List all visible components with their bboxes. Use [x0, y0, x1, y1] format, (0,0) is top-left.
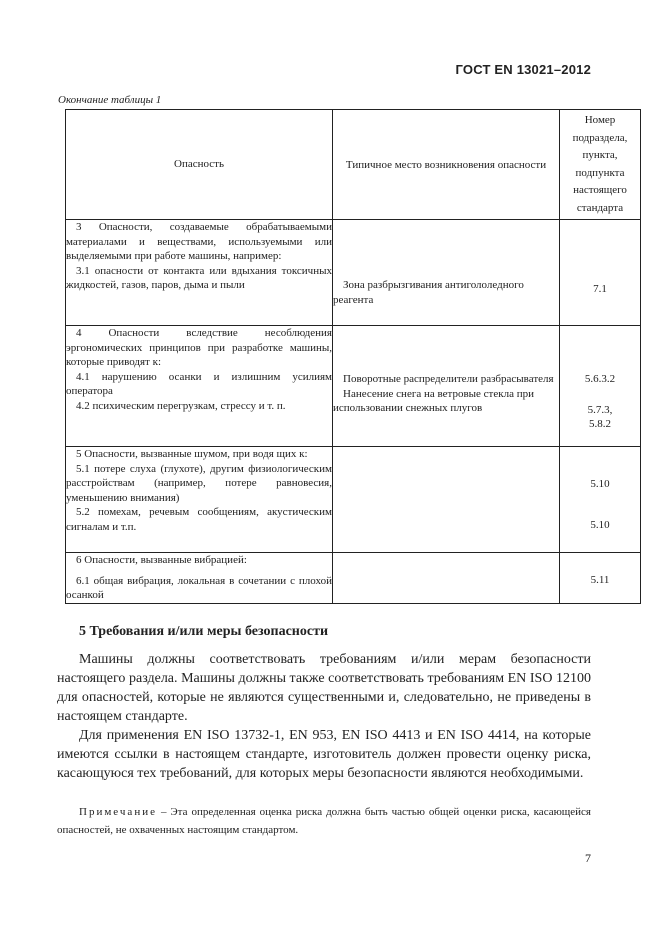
paragraph: Для применения EN ISO 13732-1, EN 953, EN ISO 4413 и EN ISO 4414, на которые имеются ссылки в настоящем стандарте, изготовитель должен провести оценку риска, касающуюся тех требований, для которых меры безопасности являются необходимыми.	[57, 728, 591, 781]
table-row	[66, 326, 641, 447]
column-header-ref	[560, 110, 641, 220]
place-text: Поворотные распределители разбрасывателя	[343, 373, 554, 385]
table-row	[66, 447, 641, 553]
note	[57, 803, 591, 839]
note-label: Примечание	[79, 806, 157, 818]
table-row	[66, 220, 641, 326]
ref-text: 7.1	[593, 283, 607, 295]
hazard-text: 4 Опасности вследствие несоблюдения эргономических принципов при разработке машины, которые приводят к:	[66, 327, 332, 368]
table-header-row	[66, 110, 641, 220]
ref-text: 5.10	[590, 478, 610, 490]
hazard-text: 6 Опасности, вызванные вибрацией:	[76, 554, 247, 566]
place-cell	[333, 326, 560, 447]
hazard-cell	[66, 553, 333, 604]
hazard-cell	[66, 447, 333, 553]
ref-text: 5.6.3.2	[584, 373, 616, 385]
hazard-subitem: 3.1 опасности от контакта или вдыхания токсичных жидкостей, газов, паров, дыма и пыли	[66, 264, 332, 291]
place-cell	[333, 220, 560, 326]
ref-cell	[560, 220, 641, 326]
standard-code: ГОСТ EN 13021–2012	[455, 62, 591, 77]
ref-text: 5.10	[590, 518, 610, 531]
ref-cell	[560, 553, 641, 604]
section-title: 5 Требования и/или меры безопасности	[79, 624, 329, 639]
column-header-place	[333, 110, 560, 220]
hazard-subitem: 5.2 помехам, речевым сообщениям, акустическим сигналам и т.п.	[66, 506, 332, 533]
hazard-subitem: 5.1 потере слуха (глухоте), другим физиологическим расстройствам (например, потере равновесия, уменьшению внимания)	[66, 462, 332, 504]
table-row	[66, 553, 641, 604]
paragraph: Машины должны соответствовать требованиям и/или мерам безопасности настоящего раздела. Машины должны также соответствовать требованиям EN ISO 12100 для опасностей, которые не являются существенными и, следовательно, не приведены в настоящем стандарте.	[57, 652, 591, 724]
ref-text: 5.11	[590, 574, 610, 586]
hazard-cell	[66, 326, 333, 447]
note-text: – Эта определенная оценка риска должна быть частью общей оценки риска, касающейся опасностей, не охваченных настоящим стандартом.	[57, 806, 591, 836]
hazard-cell	[66, 220, 333, 326]
column-header-place-text: Типичное место возникновения опасности	[345, 158, 547, 171]
hazard-subitem: 4.1 нарушению осанки и излишним усилиям оператора	[66, 370, 332, 397]
table-caption: Окончание таблицы 1	[58, 94, 162, 106]
ref-cell	[560, 447, 641, 553]
ref-cell	[560, 326, 641, 447]
hazard-subitem: 6.1 общая вибрация, локальная в сочетании с плохой осанкой	[66, 574, 332, 601]
place-text: Зона разбрызгивания антигололедного реагента	[333, 279, 524, 306]
hazard-text: 5 Опасности, вызванные шумом, при водя щих к:	[76, 448, 308, 460]
column-header-ref-text: Номер подраздела, пункта, подпункта настоящего стандарта	[572, 114, 628, 214]
column-header-hazard: Опасность	[66, 110, 333, 220]
hazard-subitem: 4.2 психическим перегрузкам, стрессу и т. п.	[76, 399, 286, 412]
place-cell	[333, 553, 560, 604]
hazard-text: 3 Опасности, создаваемые обрабатываемыми материалами и веществами, используемыми или выделяемыми при работе машины, например:	[66, 221, 332, 262]
ref-text: 5.7.3, 5.8.2	[587, 403, 613, 430]
place-cell	[333, 447, 560, 553]
hazard-table	[65, 109, 641, 604]
page-number: 7	[585, 851, 591, 865]
place-text: Нанесение снега на ветровые стекла при использовании снежных плугов	[333, 387, 534, 414]
